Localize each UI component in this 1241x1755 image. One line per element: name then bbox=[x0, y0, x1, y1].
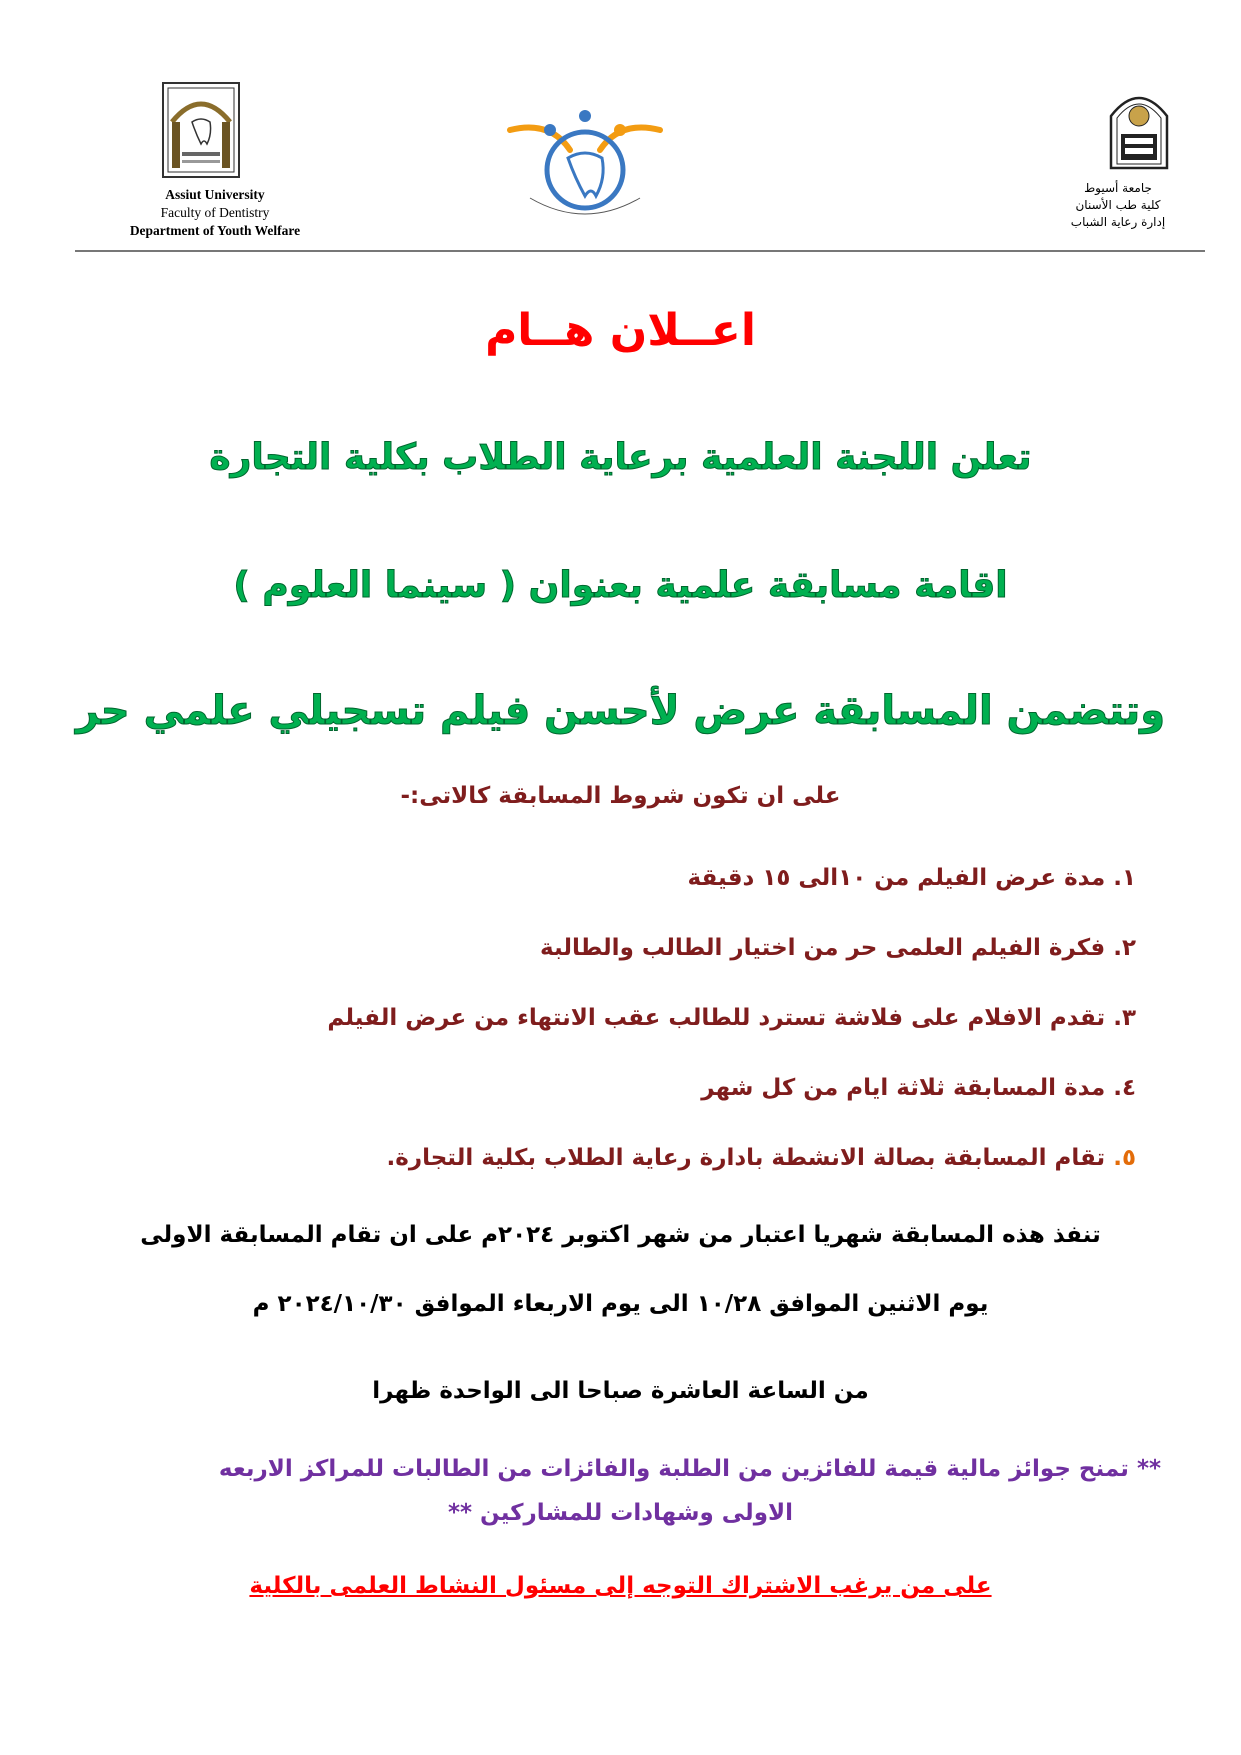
list-item bbox=[156, 932, 1136, 1002]
faculty-name-en: Faculty of Dentistry bbox=[160, 205, 270, 220]
item-text: فكرة الفيلم العلمى حر من اختيار الطالب والطالبة bbox=[540, 935, 1106, 961]
headline-line-1: تعلن اللجنة العلمية برعاية الطلاب بكلية التجارة bbox=[209, 437, 1032, 478]
faculty-name-ar: كلية طب الأسنان bbox=[1075, 198, 1161, 212]
headline-line-3: وتتضمن المسابقة عرض لأحسن فيلم تسجيلي علمي حر bbox=[75, 688, 1166, 734]
university-name-ar: جامعة أسيوط bbox=[1084, 181, 1152, 195]
list-item bbox=[156, 1072, 1136, 1142]
schedule-line-1: تنفذ هذه المسابقة شهريا اعتبار من شهر اكتوبر ٢٠٢٤م على ان تقام المسابقة الاولى bbox=[140, 1222, 1101, 1248]
item-text: مدة عرض الفيلم من ١٠الى ١٥ دقيقة bbox=[687, 865, 1106, 891]
conditions-list bbox=[156, 862, 1136, 1212]
university-logo-right bbox=[1107, 86, 1171, 170]
announcement-title: اعــلان هــام bbox=[485, 305, 756, 356]
item-number: ٤. bbox=[1113, 1075, 1136, 1101]
prizes-line-2: الاولى وشهادات للمشاركين ** bbox=[447, 1500, 793, 1526]
schedule-line-2: يوم الاثنين الموافق ١٠/٢٨ الى يوم الاربعاء الموافق ٢٠٢٤/١٠/٣٠ م bbox=[252, 1291, 989, 1317]
item-text: مدة المسابقة ثلاثة ايام من كل شهر bbox=[701, 1075, 1106, 1101]
item-number: ٢. bbox=[1113, 935, 1136, 961]
list-item bbox=[156, 1142, 1136, 1212]
conditions-heading: على ان تكون شروط المسابقة كالاتى:- bbox=[400, 783, 841, 809]
arabic-header bbox=[1033, 180, 1203, 231]
department-name-ar: إدارة رعاية الشباب bbox=[1070, 215, 1166, 229]
item-number: ٥. bbox=[1113, 1145, 1136, 1171]
list-item bbox=[156, 1002, 1136, 1072]
item-number: ٣. bbox=[1113, 1005, 1136, 1031]
item-text: تقام المسابقة بصالة الانشطة بادارة رعاية الطلاب بكلية التجارة. bbox=[386, 1145, 1106, 1171]
schedule-line-3: من الساعة العاشرة صباحا الى الواحدة ظهرا bbox=[372, 1378, 869, 1404]
youth-welfare-logo bbox=[490, 100, 680, 230]
english-header bbox=[90, 186, 340, 240]
item-text: تقدم الافلام على فلاشة تسترد للطالب عقب الانتهاء من عرض الفيلم bbox=[327, 1005, 1106, 1031]
list-item bbox=[156, 862, 1136, 932]
headline-line-2: اقامة مسابقة علمية بعنوان ( سينما العلوم ) bbox=[233, 565, 1008, 606]
contact-note bbox=[0, 1573, 1241, 1599]
header-divider bbox=[75, 250, 1205, 252]
university-name-en: Assiut University bbox=[165, 187, 265, 202]
item-number: ١. bbox=[1113, 865, 1136, 891]
faculty-logo-left bbox=[162, 82, 240, 178]
prizes-line-1: ** تمنح جوائز مالية قيمة للفائزين من الطلبة والفائزات من الطالبات للمراكز الاربعه bbox=[218, 1456, 1161, 1482]
contact-text: على من يرغب الاشتراك التوجه إلى مسئول النشاط العلمى بالكلية bbox=[249, 1573, 992, 1599]
department-name-en: Department of Youth Welfare bbox=[129, 223, 301, 238]
